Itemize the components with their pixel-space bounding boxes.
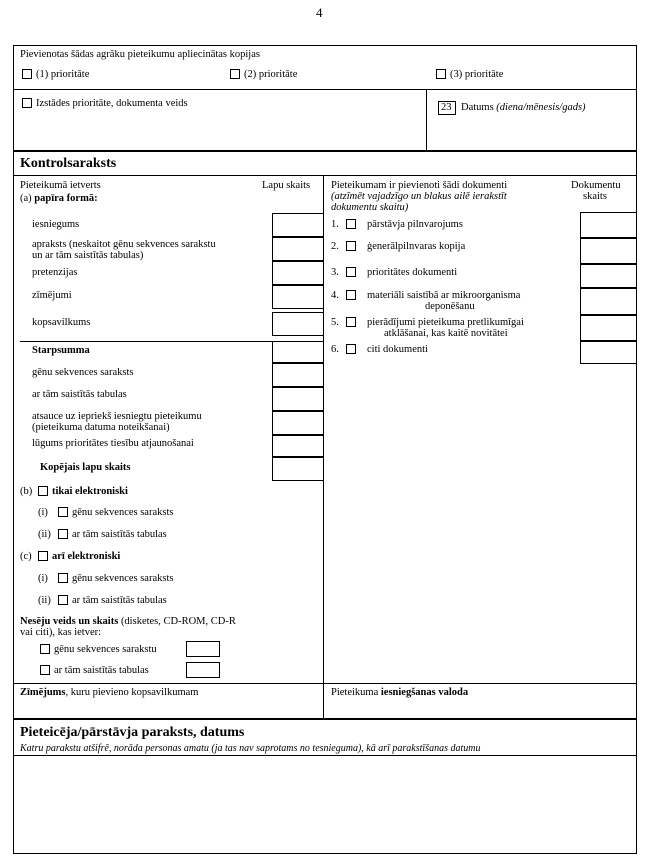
elec-only-sequence-label: gēnu sekvences saraksts <box>72 507 174 518</box>
signature-title: Pieteicēja/pārstāvja paraksts, datums <box>20 725 245 740</box>
doc-5-count-input[interactable] <box>580 315 637 341</box>
count-sequence-input[interactable] <box>272 363 324 387</box>
doc-label: materiāli saistībā ar mikroorganisma <box>367 290 521 301</box>
doc-label: pierādījumi pieteikuma pretlikumīgai <box>367 317 524 328</box>
media-label: Nesēju veids un skaits (disketes, CD-ROM, CD-R <box>20 616 236 627</box>
roman-i: (i) <box>38 573 48 584</box>
roman-ii: (ii) <box>38 595 51 606</box>
right-header-note-2: dokumentu skaitu) <box>331 202 409 213</box>
count-subtotal-input[interactable] <box>272 341 324 363</box>
page-number: 4 <box>316 5 323 20</box>
page-count-header: Lapu skaits <box>262 180 311 191</box>
divider <box>13 150 637 152</box>
elec-also-sequence-label: gēnu sekvences saraksts <box>72 573 174 584</box>
count-restoration-input[interactable] <box>272 435 324 457</box>
priority-1-checkbox[interactable] <box>22 69 32 79</box>
elec-also-tables-label: ar tām saistītās tabulas <box>72 595 167 606</box>
doc-4-count-input[interactable] <box>580 288 637 315</box>
elec-also-sequence-checkbox[interactable] <box>58 573 68 583</box>
doc-5-checkbox[interactable] <box>346 317 356 327</box>
doc-2-count-input[interactable] <box>580 238 637 264</box>
right-header: Pieteikumam ir pievienoti šādi dokumenti <box>331 180 508 191</box>
list-item: (pieteikuma datuma noteikšanai) <box>32 422 170 433</box>
media-sequence-checkbox[interactable] <box>40 644 50 654</box>
priority-3-label: (3) prioritāte <box>450 69 504 80</box>
priority-3-checkbox[interactable] <box>436 69 446 79</box>
signature-area[interactable] <box>14 756 636 853</box>
date-code: 23 <box>441 102 452 113</box>
priority-1-label: (1) prioritāte <box>36 69 90 80</box>
document-count-header: Dokumentu <box>571 180 621 191</box>
doc-label-line2: atklāšanai, kas kaitē novitātei <box>384 328 508 339</box>
doc-num: 6. <box>331 344 339 355</box>
exhibition-label: Izstādes prioritāte, dokumenta veids <box>36 98 188 109</box>
document-count-header-2: skaits <box>583 191 607 202</box>
left-header: Pieteikumā ietverts <box>20 180 101 191</box>
doc-label-line2: deponēšanu <box>425 301 475 312</box>
media-tables-checkbox[interactable] <box>40 665 50 675</box>
count-zimejumi-input[interactable] <box>272 285 324 309</box>
media-tables-label: ar tām saistītās tabulas <box>54 665 149 676</box>
exhibition-checkbox[interactable] <box>22 98 32 108</box>
doc-1-checkbox[interactable] <box>346 219 356 229</box>
doc-label: ģenerālpilnvaras kopija <box>367 241 466 252</box>
doc-3-count-input[interactable] <box>580 264 637 288</box>
list-item: pretenzijas <box>32 267 78 278</box>
list-item: ar tām saistītās tabulas <box>32 389 127 400</box>
roman-ii: (ii) <box>38 529 51 540</box>
doc-num: 5. <box>331 317 339 328</box>
count-reference-input[interactable] <box>272 411 324 435</box>
doc-num: 3. <box>331 267 339 278</box>
list-item: zīmējumi <box>32 290 72 301</box>
priority-title: Pievienotas šādas agrāku pieteikumu apliecinātas kopijas <box>20 49 260 60</box>
divider <box>13 718 637 720</box>
media-sequence-count-input[interactable] <box>186 641 220 657</box>
elec-also-tables-checkbox[interactable] <box>58 595 68 605</box>
language-input[interactable] <box>324 697 636 718</box>
elec-also-label: arī elektroniski <box>52 551 121 562</box>
doc-label: pārstāvja pilnvarojums <box>367 219 463 230</box>
list-item: iesniegums <box>32 219 80 230</box>
checklist-title: Kontrolsaraksts <box>20 156 117 171</box>
elec-also-prefix: (c) <box>20 551 32 562</box>
elec-only-checkbox[interactable] <box>38 486 48 496</box>
doc-3-checkbox[interactable] <box>346 267 356 277</box>
list-item: atsauce uz iepriekš iesniegtu pieteikumu <box>32 411 202 422</box>
count-kopsavilkums-input[interactable] <box>272 312 324 336</box>
subtotal-label: Starpsumma <box>32 345 90 356</box>
divider <box>426 89 427 150</box>
paper-form-label: (a) papīra formā: <box>20 193 98 204</box>
doc-label: citi dokumenti <box>367 344 428 355</box>
drawing-label: Zīmējums, kuru pievieno kopsavilkumam <box>20 687 199 698</box>
count-iesniegums-input[interactable] <box>272 213 324 237</box>
divider <box>13 89 637 90</box>
elec-only-tables-checkbox[interactable] <box>58 529 68 539</box>
elec-only-tables-label: ar tām saistītās tabulas <box>72 529 167 540</box>
list-item: kopsavilkums <box>32 317 91 328</box>
media-sequence-label: gēnu sekvences sarakstu <box>54 644 157 655</box>
count-total-input[interactable] <box>272 457 324 481</box>
elec-only-sequence-checkbox[interactable] <box>58 507 68 517</box>
doc-6-checkbox[interactable] <box>346 344 356 354</box>
doc-num: 4. <box>331 290 339 301</box>
doc-1-count-input[interactable] <box>580 212 637 238</box>
doc-2-checkbox[interactable] <box>346 241 356 251</box>
elec-only-prefix: (b) <box>20 486 33 497</box>
list-item: apraksts (neskaitot gēnu sekvences sarakstu <box>32 239 216 250</box>
list-item: lūgums prioritātes tiesību atjaunošanai <box>32 438 194 449</box>
doc-num: 2. <box>331 241 339 252</box>
count-pretenzijas-input[interactable] <box>272 261 324 285</box>
divider <box>13 683 637 684</box>
media-label-line2: vai citi), kas ietver: <box>20 627 102 638</box>
language-label: Pieteikuma iesniegšanas valoda <box>331 687 469 698</box>
drawing-input[interactable] <box>14 697 322 718</box>
signature-note: Katru parakstu atšifrē, norāda personas amatu (ja tas nav saprotams no tesnieguma), kā arī parakstīšanas datumu <box>20 743 481 754</box>
divider <box>13 175 637 176</box>
doc-label: prioritātes dokumenti <box>367 267 458 278</box>
doc-num: 1. <box>331 219 339 230</box>
date-label: Datums (diena/mēnesis/gads) <box>461 102 586 113</box>
doc-4-checkbox[interactable] <box>346 290 356 300</box>
total-label: Kopējais lapu skaits <box>40 462 131 473</box>
list-item: un ar tām saistītās tabulas) <box>32 250 144 261</box>
count-apraksts-input[interactable] <box>272 237 324 261</box>
priority-2-checkbox[interactable] <box>230 69 240 79</box>
elec-also-checkbox[interactable] <box>38 551 48 561</box>
media-tables-count-input[interactable] <box>186 662 220 678</box>
roman-i: (i) <box>38 507 48 518</box>
doc-6-count-input[interactable] <box>580 341 637 364</box>
priority-2-label: (2) prioritāte <box>244 69 298 80</box>
elec-only-label: tikai elektroniski <box>52 486 128 497</box>
right-header-note: (atzīmēt vajadzīgo un blakus ailē ierakstīt <box>331 191 507 202</box>
list-item: gēnu sekvences saraksts <box>32 367 134 378</box>
count-tables-input[interactable] <box>272 387 324 411</box>
